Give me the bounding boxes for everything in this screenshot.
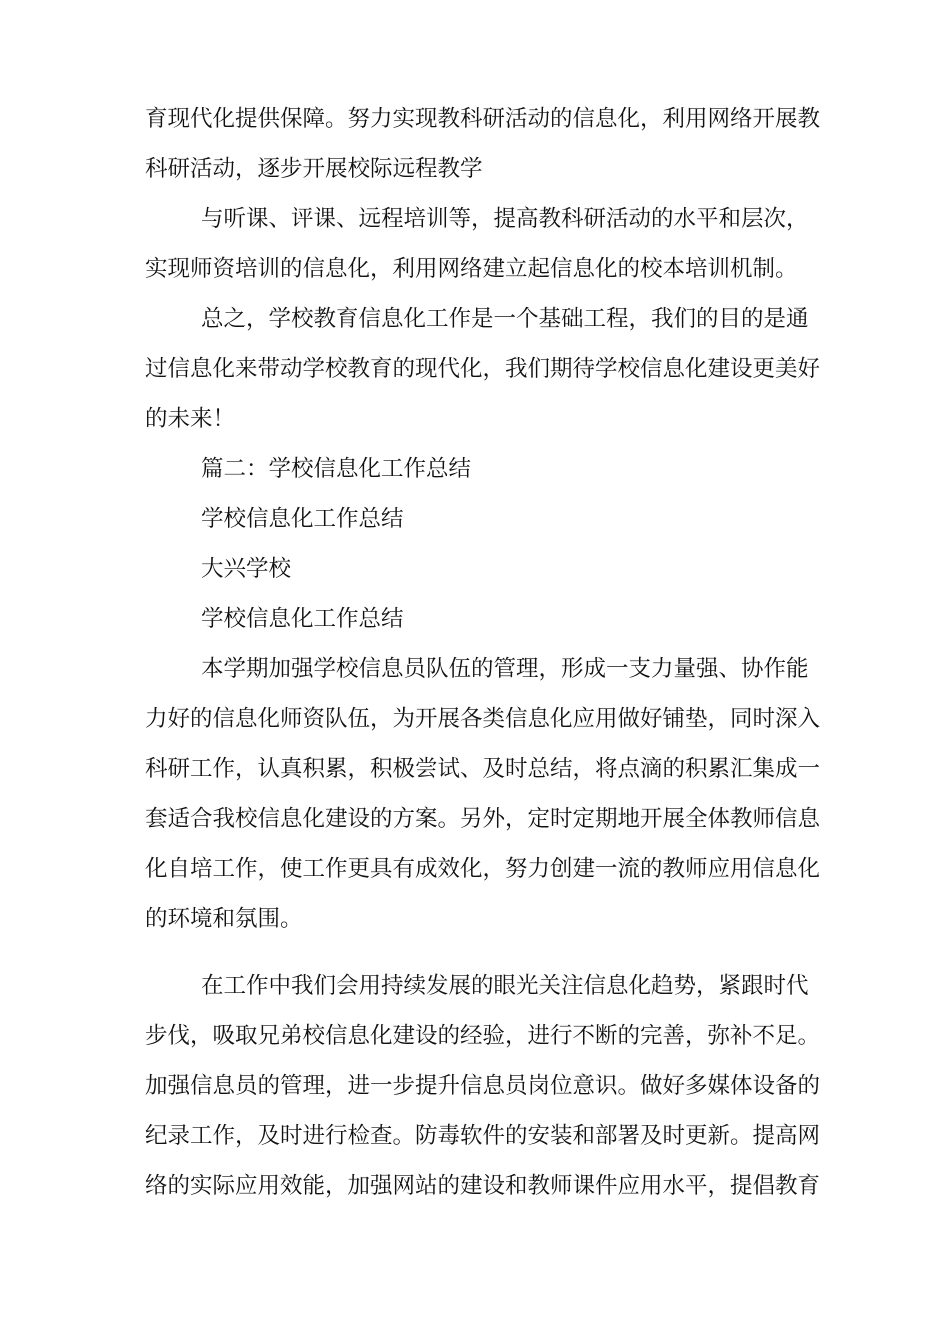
text-line: 力好的信息化师资队伍，为开展各类信息化应用做好铺垫，同时深入 bbox=[145, 706, 821, 732]
text-line: 加强信息员的管理，进一步提升信息员岗位意识。做好多媒体设备的 bbox=[145, 1073, 821, 1099]
document-title bbox=[145, 494, 810, 544]
text-line: 套适合我校信息化建设的方案。另外，定时定期地开展全体教师信息 bbox=[145, 806, 821, 832]
paragraph bbox=[145, 961, 821, 1211]
text-line: 在工作中我们会用持续发展的眼光关注信息化趋势，紧跟时代 bbox=[201, 973, 809, 999]
text-line: 总之，学校教育信息化工作是一个基础工程，我们的目的是通 bbox=[201, 306, 809, 332]
paragraph bbox=[145, 194, 810, 294]
section-heading bbox=[145, 444, 810, 494]
text-line: 学校信息化工作总结 bbox=[201, 506, 404, 532]
text-line: 实现师资培训的信息化，利用网络建立起信息化的校本培训机制。 bbox=[145, 256, 798, 282]
paragraph bbox=[145, 294, 821, 444]
text-line: 科研活动，逐步开展校际远程教学 bbox=[145, 156, 483, 182]
paragraph bbox=[145, 94, 821, 194]
text-line: 过信息化来带动学校教育的现代化，我们期待学校信息化建设更美好 bbox=[145, 356, 821, 382]
text-line: 的环境和氛围。 bbox=[145, 906, 303, 932]
text-line: 与听课、评课、远程培训等，提高教科研活动的水平和层次， bbox=[201, 206, 809, 232]
school-name bbox=[145, 544, 810, 594]
text-line: 篇二：学校信息化工作总结 bbox=[201, 456, 472, 482]
text-line: 大兴学校 bbox=[201, 556, 292, 582]
text-line: 学校信息化工作总结 bbox=[201, 606, 404, 632]
document-subtitle bbox=[145, 594, 810, 644]
paragraph-spacer bbox=[145, 944, 810, 961]
text-line: 步伐，吸取兄弟校信息化建设的经验，进行不断的完善，弥补不足。 bbox=[145, 1023, 821, 1049]
text-line: 育现代化提供保障。努力实现教科研活动的信息化，利用网络开展教 bbox=[145, 106, 821, 132]
text-line: 科研工作，认真积累，积极尝试、及时总结，将点滴的积累汇集成一 bbox=[145, 756, 821, 782]
text-line: 化自培工作，使工作更具有成效化，努力创建一流的教师应用信息化 bbox=[145, 856, 821, 882]
document-body bbox=[145, 94, 821, 1211]
text-line: 纪录工作，及时进行检查。防毒软件的安装和部署及时更新。提高网 bbox=[145, 1123, 821, 1149]
text-line: 的未来！ bbox=[145, 406, 236, 432]
text-line: 络的实际应用效能，加强网站的建设和教师课件应用水平，提倡教育 bbox=[145, 1173, 821, 1199]
paragraph bbox=[145, 644, 821, 944]
text-line: 本学期加强学校信息员队伍的管理，形成一支力量强、协作能 bbox=[201, 656, 809, 682]
